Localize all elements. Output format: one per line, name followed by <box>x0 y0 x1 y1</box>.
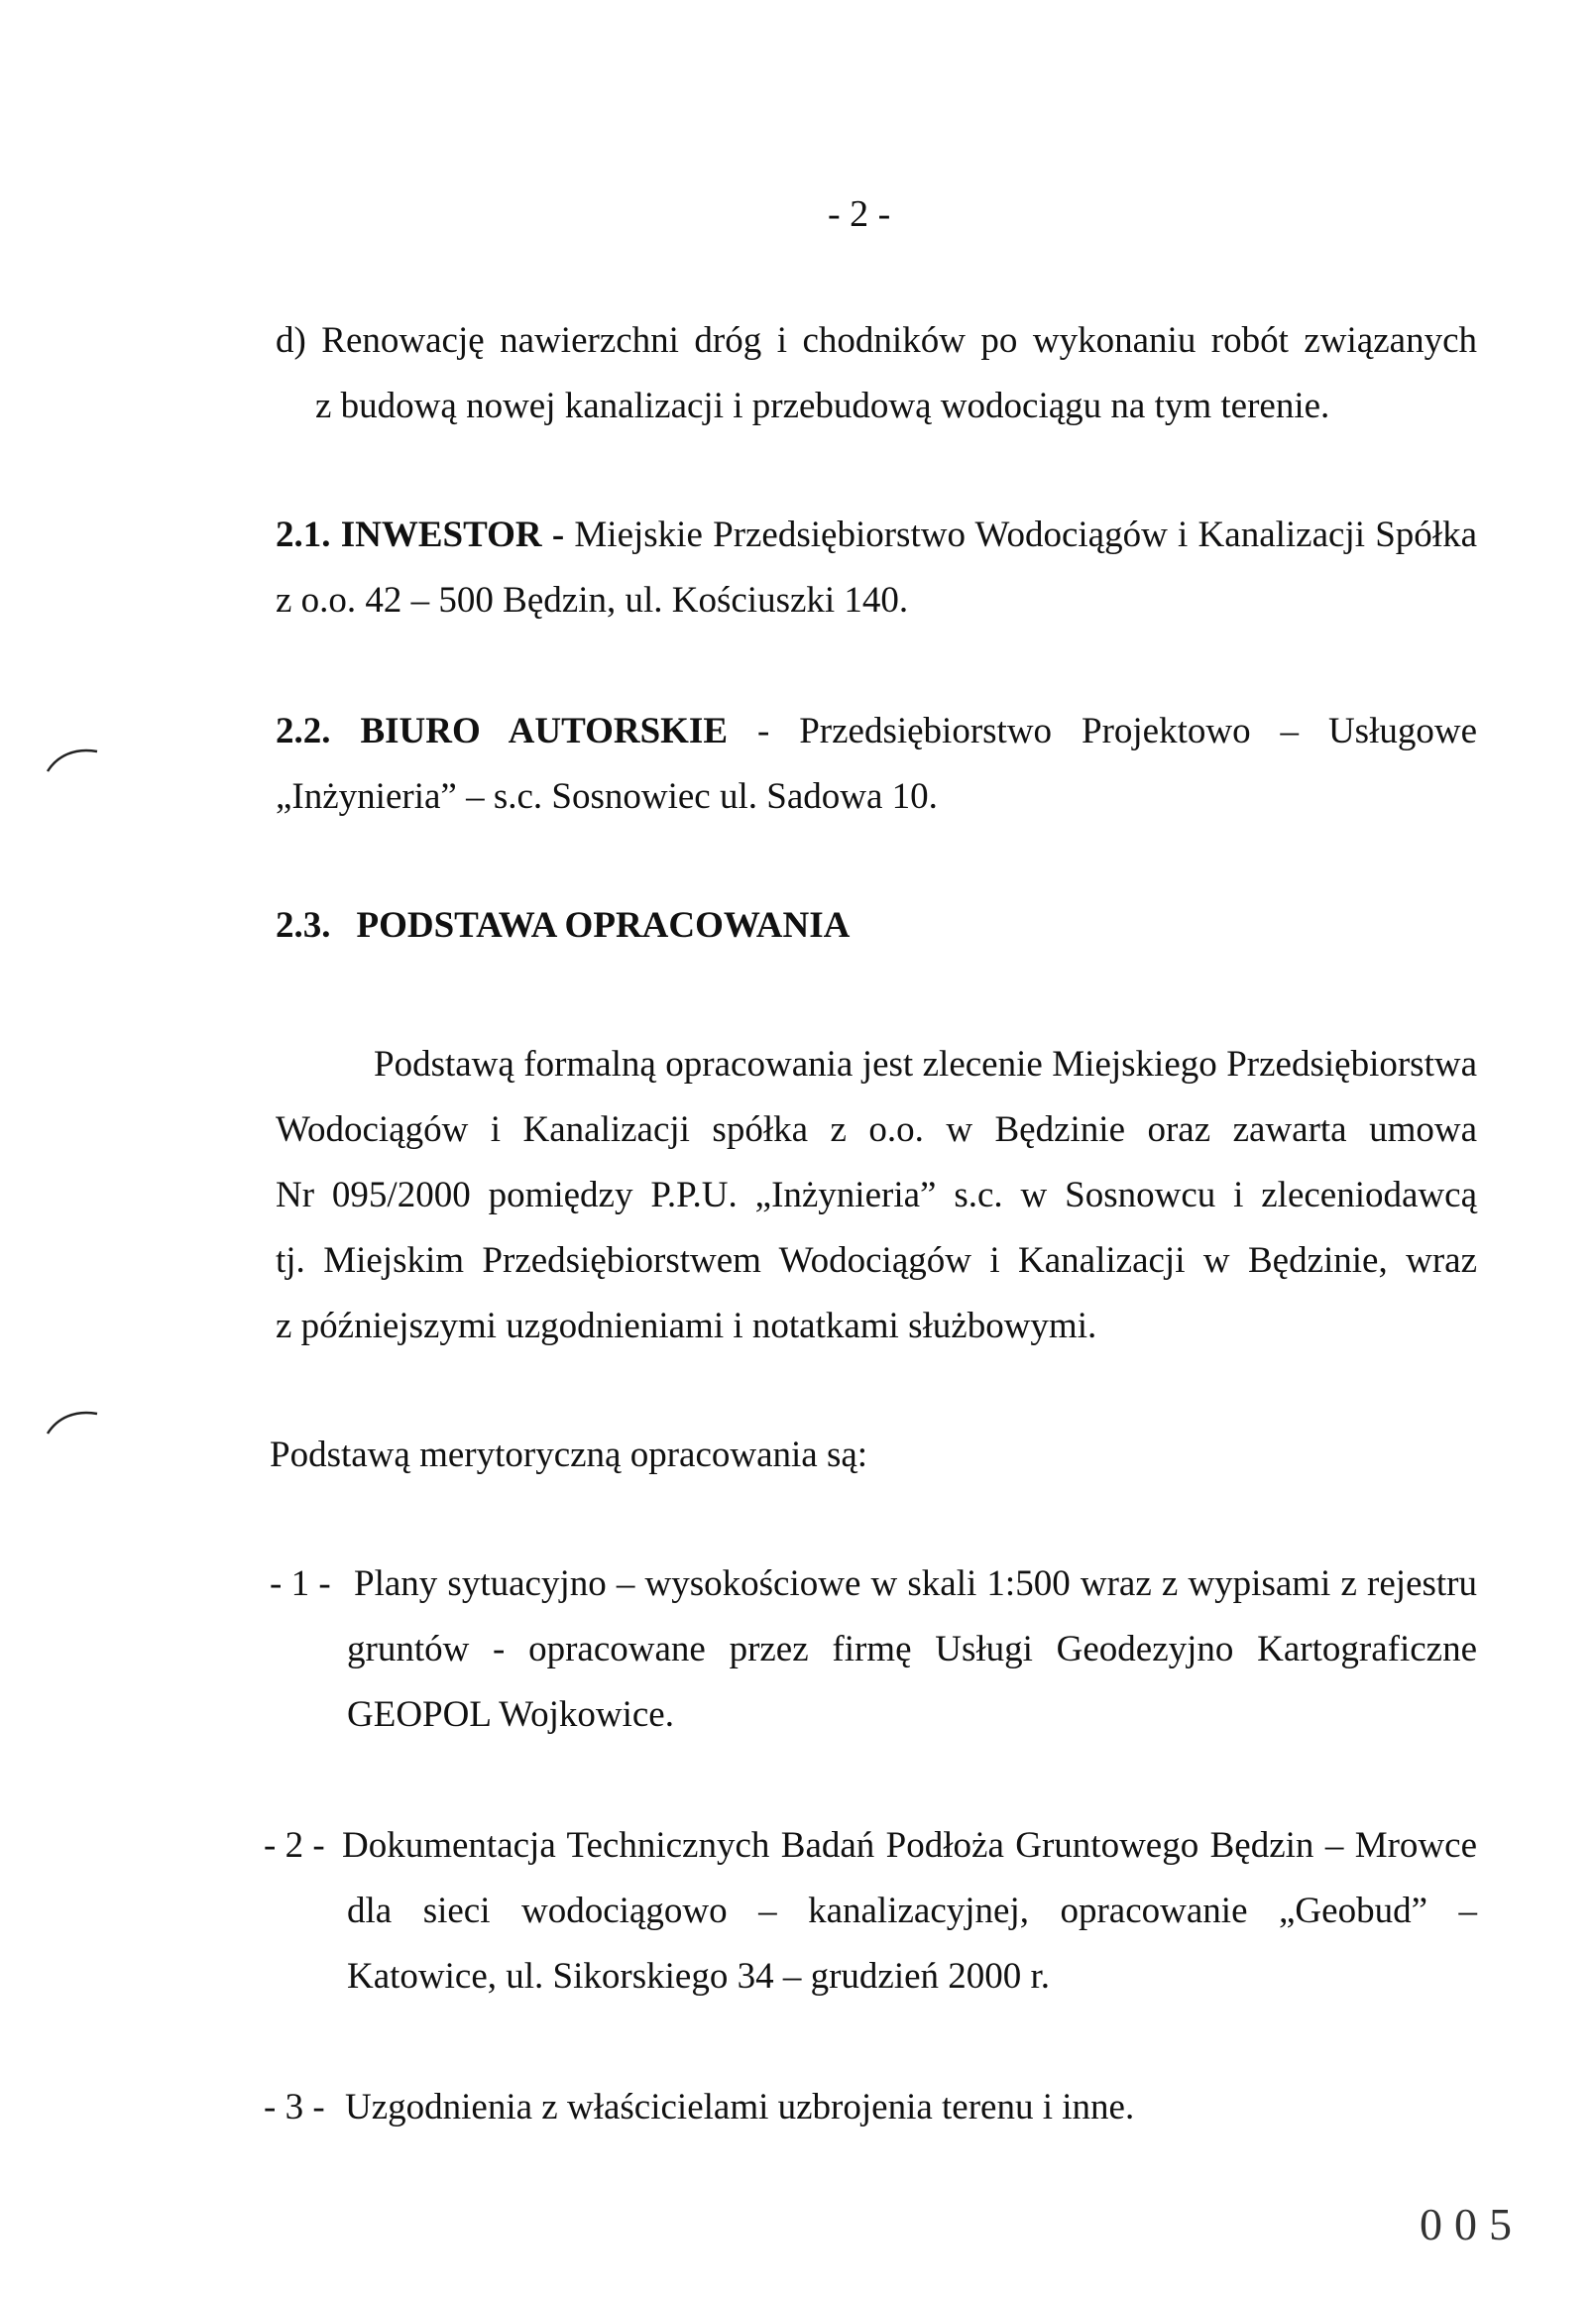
item-2-line-1: Dokumentacja Technicznych Badań Podłoża Gruntowego Będzin – Mrowce <box>342 1825 1477 1866</box>
section-2-1-heading: INWESTOR - <box>340 515 565 555</box>
item-1-line-2: gruntów - opracowane przez firmę Usługi Geodezyjno Kartograficzne <box>347 1629 1477 1669</box>
item-d-line-1: d) Renowację nawierzchni dróg i chodników po wykonaniu robót związanych <box>276 320 1477 361</box>
substantive-basis-intro: Podstawą merytoryczną opracowania są: <box>270 1435 868 1475</box>
item-1-line-3: GEOPOL Wojkowice. <box>347 1694 674 1735</box>
section-2-3-heading: PODSTAWA OPRACOWANIA <box>356 905 851 946</box>
section-2-2-line-2: „Inżynieria” – s.c. Sosnowiec ul. Sadowa 10. <box>276 776 938 817</box>
section-2-1-line-2: z o.o. 42 – 500 Będzin, ul. Kościuszki 140. <box>276 580 909 621</box>
item-2-line-2: dla sieci wodociągowo – kanalizacyjnej, opracowanie „Geobud” – <box>347 1891 1477 1931</box>
section-2-2-number: 2.2. <box>276 711 331 751</box>
item-3-line-1: Uzgodnienia z właścicielami uzbrojenia terenu i inne. <box>345 2087 1135 2127</box>
section-2-2-heading: BIURO AUTORSKIE <box>360 711 729 751</box>
section-2-2-text: - Przedsiębiorstwo Projektowo – Usługowe <box>756 711 1477 751</box>
item-1-marker: - 1 - <box>270 1563 331 1604</box>
item-1-line-1: Plany sytuacyjno – wysokościowe w skali 1:500 wraz z wypisami z rejestru <box>354 1563 1477 1604</box>
item-2-marker: - 2 - <box>264 1825 325 1866</box>
section-2-3-heading-line <box>276 904 850 948</box>
item-3-marker: - 3 - <box>264 2087 325 2127</box>
formal-basis-line-1: Podstawą formalną opracowania jest zlecenie Miejskiego Przedsiębiorstwa <box>374 1044 1477 1085</box>
margin-mark-bottom <box>44 1404 103 1443</box>
section-2-1-line-1 <box>276 514 1477 557</box>
margin-mark-top <box>44 742 103 781</box>
section-2-1-number: 2.1. <box>276 515 331 555</box>
page-number: - 2 - <box>828 193 891 235</box>
stamp-number: 005 <box>1420 2199 1524 2249</box>
item-2-line-3: Katowice, ul. Sikorskiego 34 – grudzień 2000 r. <box>347 1956 1051 1997</box>
formal-basis-line-3: Nr 095/2000 pomiędzy P.P.U. „Inżynieria” s.c. w Sosnowcu i zleceniodawcą <box>276 1175 1477 1215</box>
formal-basis-line-5: z późniejszymi uzgodnieniami i notatkami służbowymi. <box>276 1306 1097 1346</box>
item-d-line-2: z budową nowej kanalizacji i przebudową wodociągu na tym terenie. <box>315 386 1330 426</box>
section-2-1-text: Miejskie Przedsiębiorstwo Wodociągów i Kanalizacji Spółka <box>574 515 1478 555</box>
formal-basis-line-4: tj. Miejskim Przedsiębiorstwem Wodociągów i Kanalizacji w Będzinie, wraz <box>276 1240 1477 1281</box>
formal-basis-line-2: Wodociągów i Kanalizacji spółka z o.o. w Będzinie oraz zawarta umowa <box>276 1109 1477 1150</box>
section-2-2-line-1 <box>276 710 1477 753</box>
section-2-3-number: 2.3. <box>276 905 331 946</box>
